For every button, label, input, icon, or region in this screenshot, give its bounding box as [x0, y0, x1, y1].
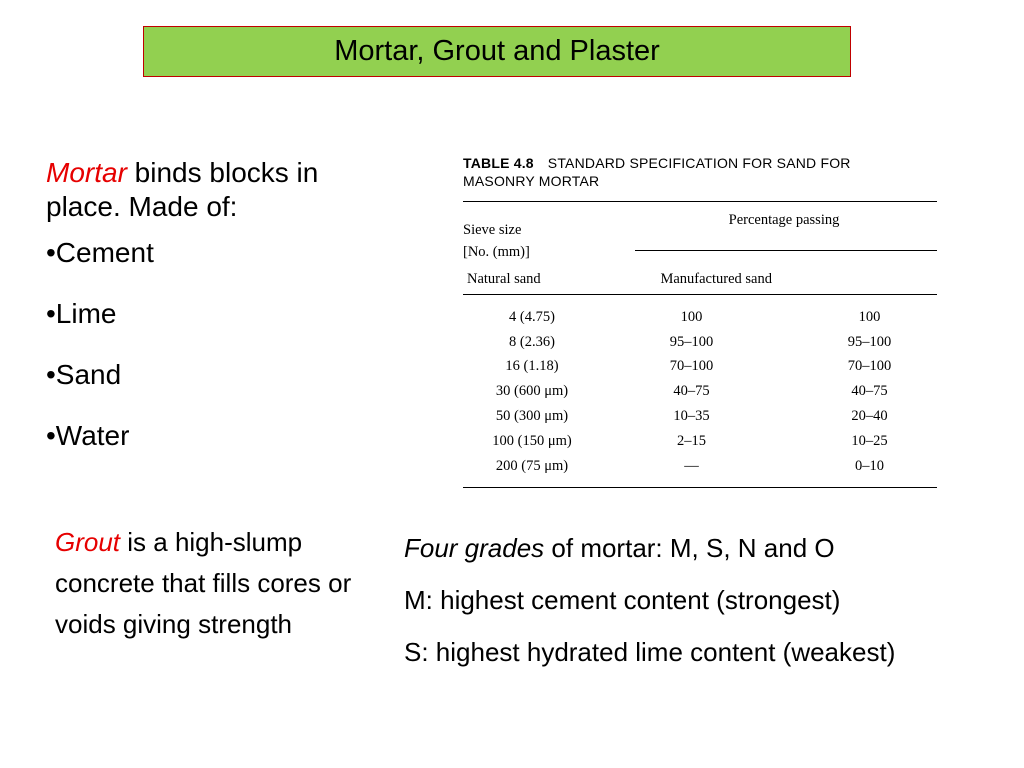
ingredient-item: •Cement [46, 237, 154, 268]
grade-s-line: S: highest hydrated lime content (weakest) [404, 637, 896, 667]
sieve-cell: 50 (300 μm) [495, 408, 569, 425]
natural-cell: 95–100 [669, 333, 714, 350]
grout-description [55, 522, 355, 645]
mortar-definition-text: binds blocks in place. Made of: [46, 157, 319, 222]
natural-cell: 10–35 [673, 408, 710, 425]
natural-cell: 100 [680, 308, 703, 325]
table-row [463, 454, 937, 479]
table-number: TABLE 4.8 [463, 155, 534, 171]
sieve-cell: 8 (2.36) [509, 333, 555, 350]
table-caption [463, 154, 937, 190]
natural-cell: — [684, 457, 699, 474]
slide-title [143, 26, 851, 77]
percentage-passing-header: Percentage passing [728, 212, 840, 228]
mortar-description [46, 156, 366, 453]
manufactured-sand-header: Manufactured sand [660, 271, 772, 287]
grout-definition-text: is a high-slump concrete that fills cores or voids giving strength [55, 527, 352, 639]
manufactured-cell: 0–10 [855, 457, 884, 474]
table-row [463, 355, 937, 380]
mortar-definition [46, 156, 366, 224]
ingredient-item: •Water [46, 420, 130, 451]
manufactured-cell: 95–100 [847, 333, 892, 350]
grades-intro [404, 528, 1004, 568]
mortar-grades [404, 528, 1004, 684]
table-caption-line1: STANDARD SPECIFICATION FOR SAND FOR [547, 155, 851, 171]
natural-sand-header: Natural sand [467, 271, 541, 287]
sieve-cell: 16 (1.18) [505, 358, 559, 375]
table-row [463, 429, 937, 454]
grades-term: Four grades [404, 533, 545, 563]
table-bottom-rule [463, 487, 937, 488]
sieve-cell: 200 (75 μm) [495, 457, 569, 474]
ingredient-item: •Sand [46, 359, 122, 390]
sieve-cell: 100 (150 μm) [492, 432, 572, 449]
grade-m-line: M: highest cement content (strongest) [404, 585, 841, 615]
manufactured-cell: 40–75 [851, 383, 888, 400]
natural-cell: 70–100 [669, 358, 714, 375]
table-row [463, 330, 937, 355]
ingredient-item: •Lime [46, 298, 117, 329]
sand-specification-table [463, 154, 937, 488]
table-body [463, 305, 937, 479]
table-row [463, 305, 937, 330]
grout-term: Grout [55, 527, 121, 557]
slide-title-text: Mortar, Grout and Plaster [334, 35, 660, 67]
group-header-rule [635, 250, 937, 264]
sieve-size-header: Sieve size [No. (mm)] [463, 222, 530, 260]
table-row [463, 379, 937, 404]
grades-intro-text: of mortar: M, S, N and O [544, 533, 835, 563]
header-bottom-rule [463, 294, 937, 295]
manufactured-cell: 20–40 [851, 408, 888, 425]
table-header [463, 202, 937, 294]
table-row [463, 404, 937, 429]
table-caption-line2: MASONRY MORTAR [463, 173, 600, 189]
sieve-cell: 4 (4.75) [509, 308, 555, 325]
manufactured-cell: 100 [858, 308, 881, 325]
manufactured-cell: 10–25 [851, 432, 888, 449]
natural-cell: 2–15 [677, 432, 706, 449]
mortar-term: Mortar [46, 157, 127, 188]
mortar-ingredient-list [46, 236, 366, 453]
natural-cell: 40–75 [673, 383, 710, 400]
sieve-cell: 30 (600 μm) [495, 383, 569, 400]
manufactured-cell: 70–100 [847, 358, 892, 375]
